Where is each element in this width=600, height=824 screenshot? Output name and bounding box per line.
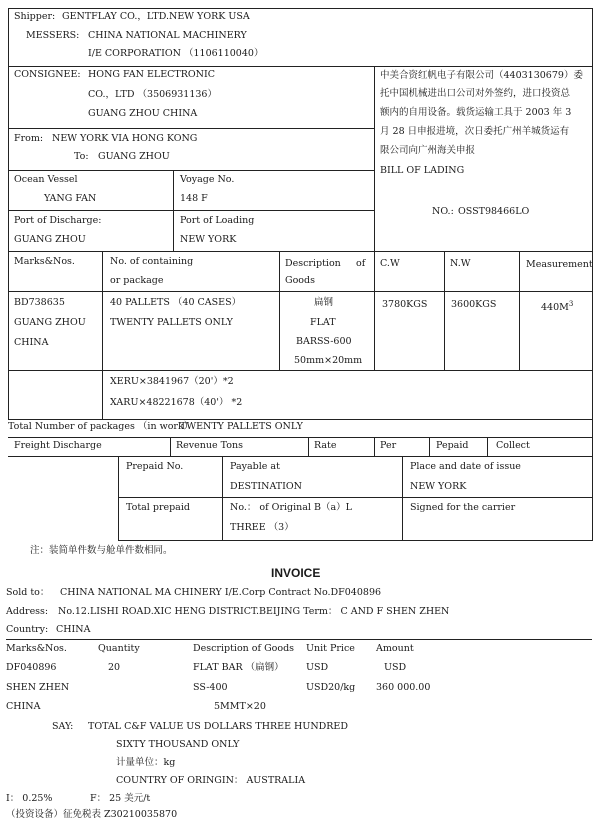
package-line: 40 PALLETS （40 CASES） bbox=[110, 297, 242, 308]
cn-note-line: 月 28 日申报进境，次日委托广州羊城货运有 bbox=[380, 126, 570, 137]
bl-no-label: NO.: bbox=[432, 206, 454, 217]
original-bl-count: THREE （3） bbox=[230, 522, 294, 533]
total-prepaid-label: Total prepaid bbox=[126, 502, 190, 513]
invoice-cell: SHEN ZHEN bbox=[6, 682, 70, 693]
prepaid-no-label: Prepaid No. bbox=[126, 461, 184, 472]
issue-place-value: NEW YORK bbox=[410, 481, 467, 492]
col-containing-header: No. of containing bbox=[110, 256, 194, 267]
country-label: Country: bbox=[6, 624, 49, 635]
to-value: GUANG ZHOU bbox=[98, 151, 170, 162]
to-label: To: bbox=[74, 151, 89, 162]
payable-at-label: Payable at bbox=[230, 461, 280, 472]
invoice-header-marks: Marks&Nos. bbox=[6, 643, 67, 654]
bill-of-lading-title: BILL OF LADING bbox=[380, 165, 465, 176]
messers-value: CHINA NATIONAL MACHINERY bbox=[88, 30, 247, 41]
col-nw-header: N.W bbox=[450, 258, 471, 269]
voyage-label: Voyage No. bbox=[180, 174, 235, 185]
nw-value: 3600KGS bbox=[451, 299, 497, 310]
address-value: No.12.LISHI ROAD.XIC HENG DISTRICT.BEIJING Term： C AND F SHEN ZHEN bbox=[58, 606, 450, 617]
desc-line: FLAT bbox=[310, 317, 336, 328]
invoice-cell: USD bbox=[306, 662, 329, 673]
invoice-header-description: Description of Goods bbox=[193, 643, 295, 654]
loading-value: NEW YORK bbox=[180, 234, 237, 245]
discharge-label: Port of Discharge: bbox=[14, 215, 102, 226]
measurement-number: 440M bbox=[541, 302, 569, 314]
say-value-2: SIXTY THOUSAND ONLY bbox=[116, 739, 240, 750]
bl-no-value: OSST98466LO bbox=[458, 206, 530, 217]
invoice-cell: USD bbox=[384, 662, 407, 673]
measurement-superscript: 3 bbox=[568, 300, 574, 308]
col-cw-header: C.W bbox=[380, 258, 400, 269]
shipper-value: GENTFLAY CO.，LTD.NEW YORK USA bbox=[62, 11, 250, 22]
consignee-value: HONG FAN ELECTRONIC bbox=[88, 69, 216, 80]
address-label: Address: bbox=[6, 606, 49, 617]
vessel-label: Ocean Vessel bbox=[14, 174, 78, 185]
consignee-value-2: CO.，LTD （3506931136） bbox=[88, 89, 217, 100]
col-containing-header-2: or package bbox=[110, 275, 164, 286]
invoice-header-unit-price: Unit Price bbox=[306, 643, 355, 654]
total-packages-value: TWENTY PALLETS ONLY bbox=[180, 421, 303, 432]
desc-line: 50mm×20mm bbox=[294, 355, 363, 366]
payable-at-value: DESTINATION bbox=[230, 481, 302, 492]
consignee-value-3: GUANG ZHOU CHINA bbox=[88, 108, 198, 119]
invoice-title: INVOICE bbox=[271, 566, 321, 580]
cn-note-line: 限公司向广州海关申报 bbox=[380, 145, 476, 156]
from-label: From: bbox=[14, 133, 44, 144]
package-line: TWENTY PALLETS ONLY bbox=[110, 317, 233, 328]
invoice-header-amount: Amount bbox=[376, 643, 414, 654]
bl-footnote: 注：装简单件数与舱单件数相同。 bbox=[30, 545, 173, 556]
issue-place-date-label: Place and date of issue bbox=[410, 461, 521, 472]
invoice-divider bbox=[6, 639, 592, 640]
invoice-cell: USD20/kg bbox=[306, 682, 356, 693]
cn-note-line: 额内的自用设备。载货运输工具于 2003 年 3 bbox=[380, 107, 572, 118]
vessel-value: YANG FAN bbox=[44, 193, 97, 204]
marks-line: GUANG ZHOU bbox=[14, 317, 86, 328]
invoice-cell: 5MMT×20 bbox=[214, 701, 266, 712]
country-of-origin: COUNTRY OF ORINGIN： AUSTRALIA bbox=[116, 775, 306, 786]
loading-label: Port of Loading bbox=[180, 215, 255, 226]
col-desc-header-of: of bbox=[356, 258, 366, 269]
cn-note-line: 托中国机械进出口公司对外签约，进口投资总 bbox=[380, 88, 571, 99]
col-measurement-header: Measurement bbox=[526, 259, 593, 270]
signed-for-carrier-label: Signed for the carrier bbox=[410, 502, 516, 513]
cn-note-line: 中美合资红帆电子有限公司（4403130679）委 bbox=[380, 70, 583, 81]
say-label: SAY: bbox=[52, 721, 74, 732]
consignee-label: CONSIGNEE: bbox=[14, 69, 81, 80]
messers-value-2: I/E CORPORATION （1106110040） bbox=[88, 48, 264, 59]
marks-line: BD738635 bbox=[14, 297, 65, 308]
col-desc-header-2: Goods bbox=[285, 275, 315, 286]
voyage-value: 148 F bbox=[180, 193, 208, 204]
desc-line: BARSS-600 bbox=[296, 336, 352, 347]
invoice-cell: FLAT BAR （扁钢） bbox=[193, 662, 284, 673]
invoice-cell: CHINA bbox=[6, 701, 41, 712]
container-line: XERU×3841967（20'）*2 bbox=[110, 376, 234, 387]
country-value: CHINA bbox=[56, 624, 91, 635]
discharge-value: GUANG ZHOU bbox=[14, 234, 86, 245]
marks-line: CHINA bbox=[14, 337, 49, 348]
sold-to-value: CHINA NATIONAL MA CHINERY I/E.Corp Contract No.DF040896 bbox=[60, 587, 382, 598]
freight-discharge-label: Freight Discharge bbox=[14, 440, 102, 451]
measure-unit: 计量单位：kg bbox=[116, 757, 176, 768]
shipper-label: Shipper: bbox=[14, 11, 56, 22]
invoice-cell: 20 bbox=[108, 662, 121, 673]
sold-to-label: Sold to： bbox=[6, 587, 50, 598]
revenue-tons-label: Revenue Tons bbox=[176, 440, 243, 451]
insurance-rate: I： 0.25% bbox=[6, 793, 53, 804]
cw-value: 3780KGS bbox=[382, 299, 428, 310]
freight-rate: F： 25 美元/t bbox=[90, 793, 151, 804]
rate-label: Rate bbox=[314, 440, 337, 451]
invoice-header-quantity: Quantity bbox=[98, 643, 140, 654]
total-packages-label: Total Number of packages （in work） bbox=[8, 421, 194, 432]
prepaid-label: Pepaid bbox=[436, 440, 469, 451]
col-desc-header: Description bbox=[285, 258, 341, 269]
invoice-cell: DF040896 bbox=[6, 662, 57, 673]
invoice-cell: SS-400 bbox=[193, 682, 228, 693]
desc-line: 扁钢 bbox=[314, 297, 334, 308]
col-marks-header: Marks&Nos. bbox=[14, 256, 75, 267]
container-line: XARU×48221678（40'） *2 bbox=[110, 397, 243, 408]
collect-label: Collect bbox=[496, 440, 530, 451]
from-value: NEW YORK VIA HONG KONG bbox=[52, 133, 198, 144]
measurement-value bbox=[541, 300, 573, 314]
per-label: Per bbox=[380, 440, 397, 451]
tax-exemption-cert: （投资设备）征免税表 Z30210035870 bbox=[6, 809, 178, 820]
messers-label: MESSERS: bbox=[26, 30, 80, 41]
invoice-cell: 360 000.00 bbox=[376, 682, 431, 693]
say-value: TOTAL C&F VALUE US DOLLARS THREE HUNDRED bbox=[88, 721, 348, 732]
original-bl-label: No.： of Original B（a）L bbox=[230, 502, 352, 513]
